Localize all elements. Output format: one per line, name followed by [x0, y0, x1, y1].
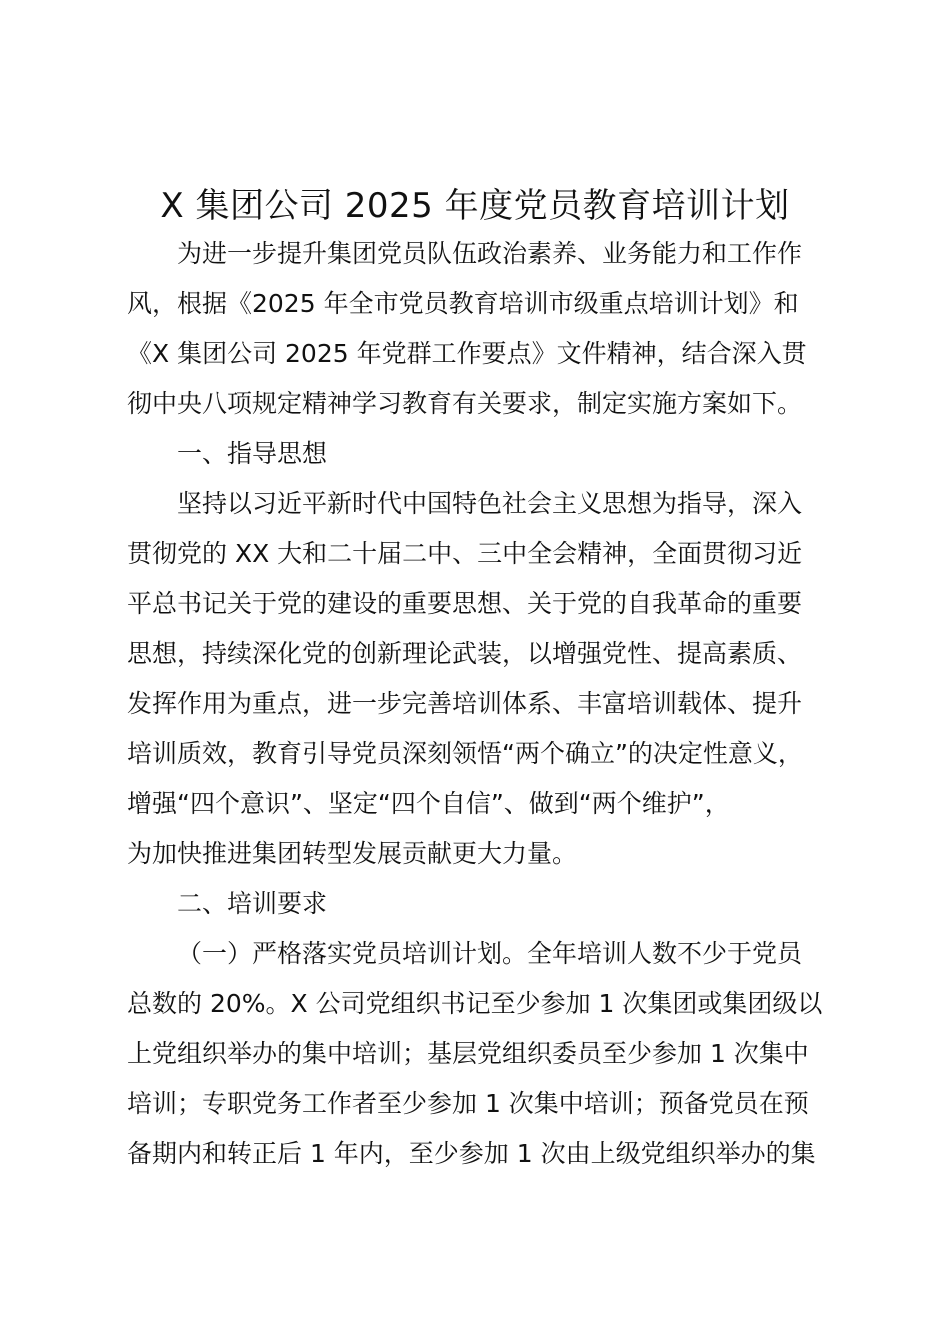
section2-line-5: 备期内和转正后 1 年内，至少参加 1 次由上级党组织举办的集 [127, 1139, 816, 1168]
section1-line-8: 为加快推进集团转型发展贡献更大力量。 [127, 839, 578, 868]
intro-line-2: 风，根据《2025 年全市党员教育培训市级重点培训计划》和 [127, 289, 799, 318]
section1-line-6: 培训质效，教育引导党员深刻领悟“两个确立”的决定性意义， [127, 739, 803, 768]
section2-line-4: 培训；专职党务工作者至少参加 1 次集中培训；预备党员在预 [127, 1089, 809, 1118]
section2-line-1: （一）严格落实党员培训计划。全年培训人数不少于党员 [177, 939, 803, 968]
section1-line-2: 贯彻党的 XX 大和二十届二中、三中全会精神，全面贯彻习近 [127, 539, 803, 568]
intro-line-3: 《X 集团公司 2025 年党群工作要点》文件精神，结合深入贯 [127, 339, 807, 368]
intro-line-1: 为进一步提升集团党员队伍政治素养、业务能力和工作作 [177, 239, 803, 268]
section1-line-1: 坚持以习近平新时代中国特色社会主义思想为指导，深入 [177, 489, 803, 518]
intro-line-4: 彻中央八项规定精神学习教育有关要求，制定实施方案如下。 [127, 389, 803, 418]
section-heading-training-requirements: 二、培训要求 [177, 889, 328, 918]
section1-line-3: 平总书记关于党的建设的重要思想、关于党的自我革命的重要 [127, 589, 803, 618]
section1-line-4: 思想，持续深化党的创新理论武装，以增强党性、提高素质、 [127, 639, 803, 668]
section1-line-5: 发挥作用为重点，进一步完善培训体系、丰富培训载体、提升 [127, 689, 803, 718]
section1-line-7: 增强“四个意识”、坚定“四个自信”、做到“两个维护”， [127, 789, 730, 818]
section2-line-2: 总数的 20%。X 公司党组织书记至少参加 1 次集团或集团级以 [127, 989, 823, 1018]
section2-line-3: 上党组织举办的集中培训；基层党组织委员至少参加 1 次集中 [127, 1039, 809, 1068]
document-title: X 集团公司 2025 年度党员教育培训计划 [160, 186, 790, 226]
section-heading-guiding-ideology: 一、指导思想 [177, 439, 328, 468]
